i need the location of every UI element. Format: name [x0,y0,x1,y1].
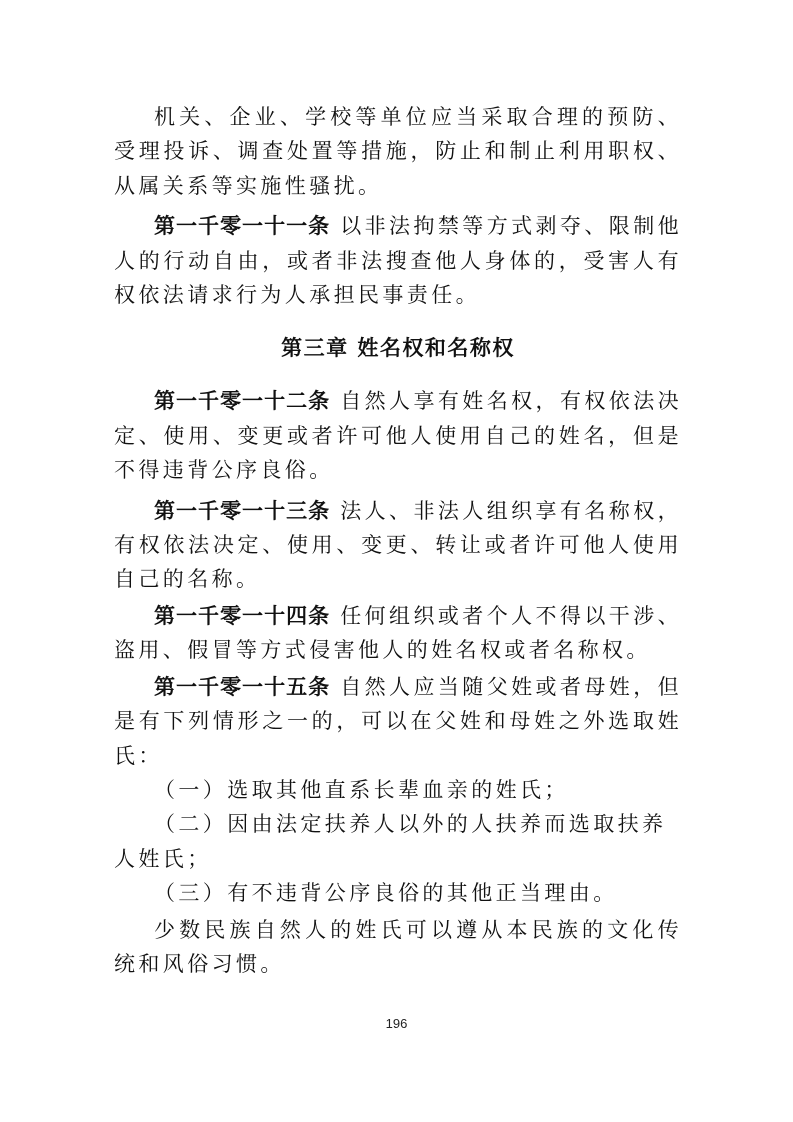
page-number: 196 [385,1016,408,1031]
article-text: 自然人应当随父姓或者母姓，但是有下列情形之一的，可以在父姓和母姓之外选取姓氏： [114,674,683,768]
article-1015 [114,670,682,773]
article-label: 第一千零一十二条 [154,389,331,414]
article-1014 [114,599,682,668]
article-text: 自然人享有姓名权，有权依法决定、使用、变更或者许可他人使用自己的姓名，但是不得违背公序良俗。 [114,389,683,483]
article-1011 [114,209,682,312]
paragraph-text: 机关、企业、学校等单位应当采取合理的预防、受理投诉、调查处置等措施，防止和制止利用职权、从属关系等实施性骚扰。 [114,105,682,198]
article-text: 任何组织或者个人不得以干涉、盗用、假冒等方式侵害他人的姓名权或者名称权。 [114,603,683,663]
article-1013 [114,494,682,597]
paragraph-unit-measures [114,100,682,203]
list-item: （三）有不违背公序良俗的其他正当理由。 [154,881,618,906]
chapter-title: 第三章 姓名权和名称权 [281,336,515,361]
article-label: 第一千零一十一条 [154,214,331,239]
paragraph-text: 少数民族自然人的姓氏可以遵从本民族的文化传统和风俗习惯。 [114,917,682,976]
spacer [114,365,682,384]
article-text: 以非法拘禁等方式剥夺、限制他人的行动自由，或者非法搜查他人身体的，受害人有权依法请求行为人承担民事责任。 [114,214,683,308]
list-item: （一）选取其他直系长辈血亲的姓氏； [154,777,569,802]
article-label: 第一千零一十五条 [154,674,331,699]
article-label: 第一千零一十三条 [154,498,331,523]
spacer [114,312,682,331]
list-item: （二）因由法定扶养人以外的人扶养而选取扶养人姓氏； [114,812,667,871]
article-text: 法人、非法人组织享有名称权，有权依法决定、使用、变更、转让或者许可他人使用自己的名称。 [114,498,683,592]
article-closing-paragraph [114,913,682,982]
page-body [114,100,682,981]
article-label: 第一千零一十四条 [154,603,331,628]
article-1012 [114,384,682,487]
